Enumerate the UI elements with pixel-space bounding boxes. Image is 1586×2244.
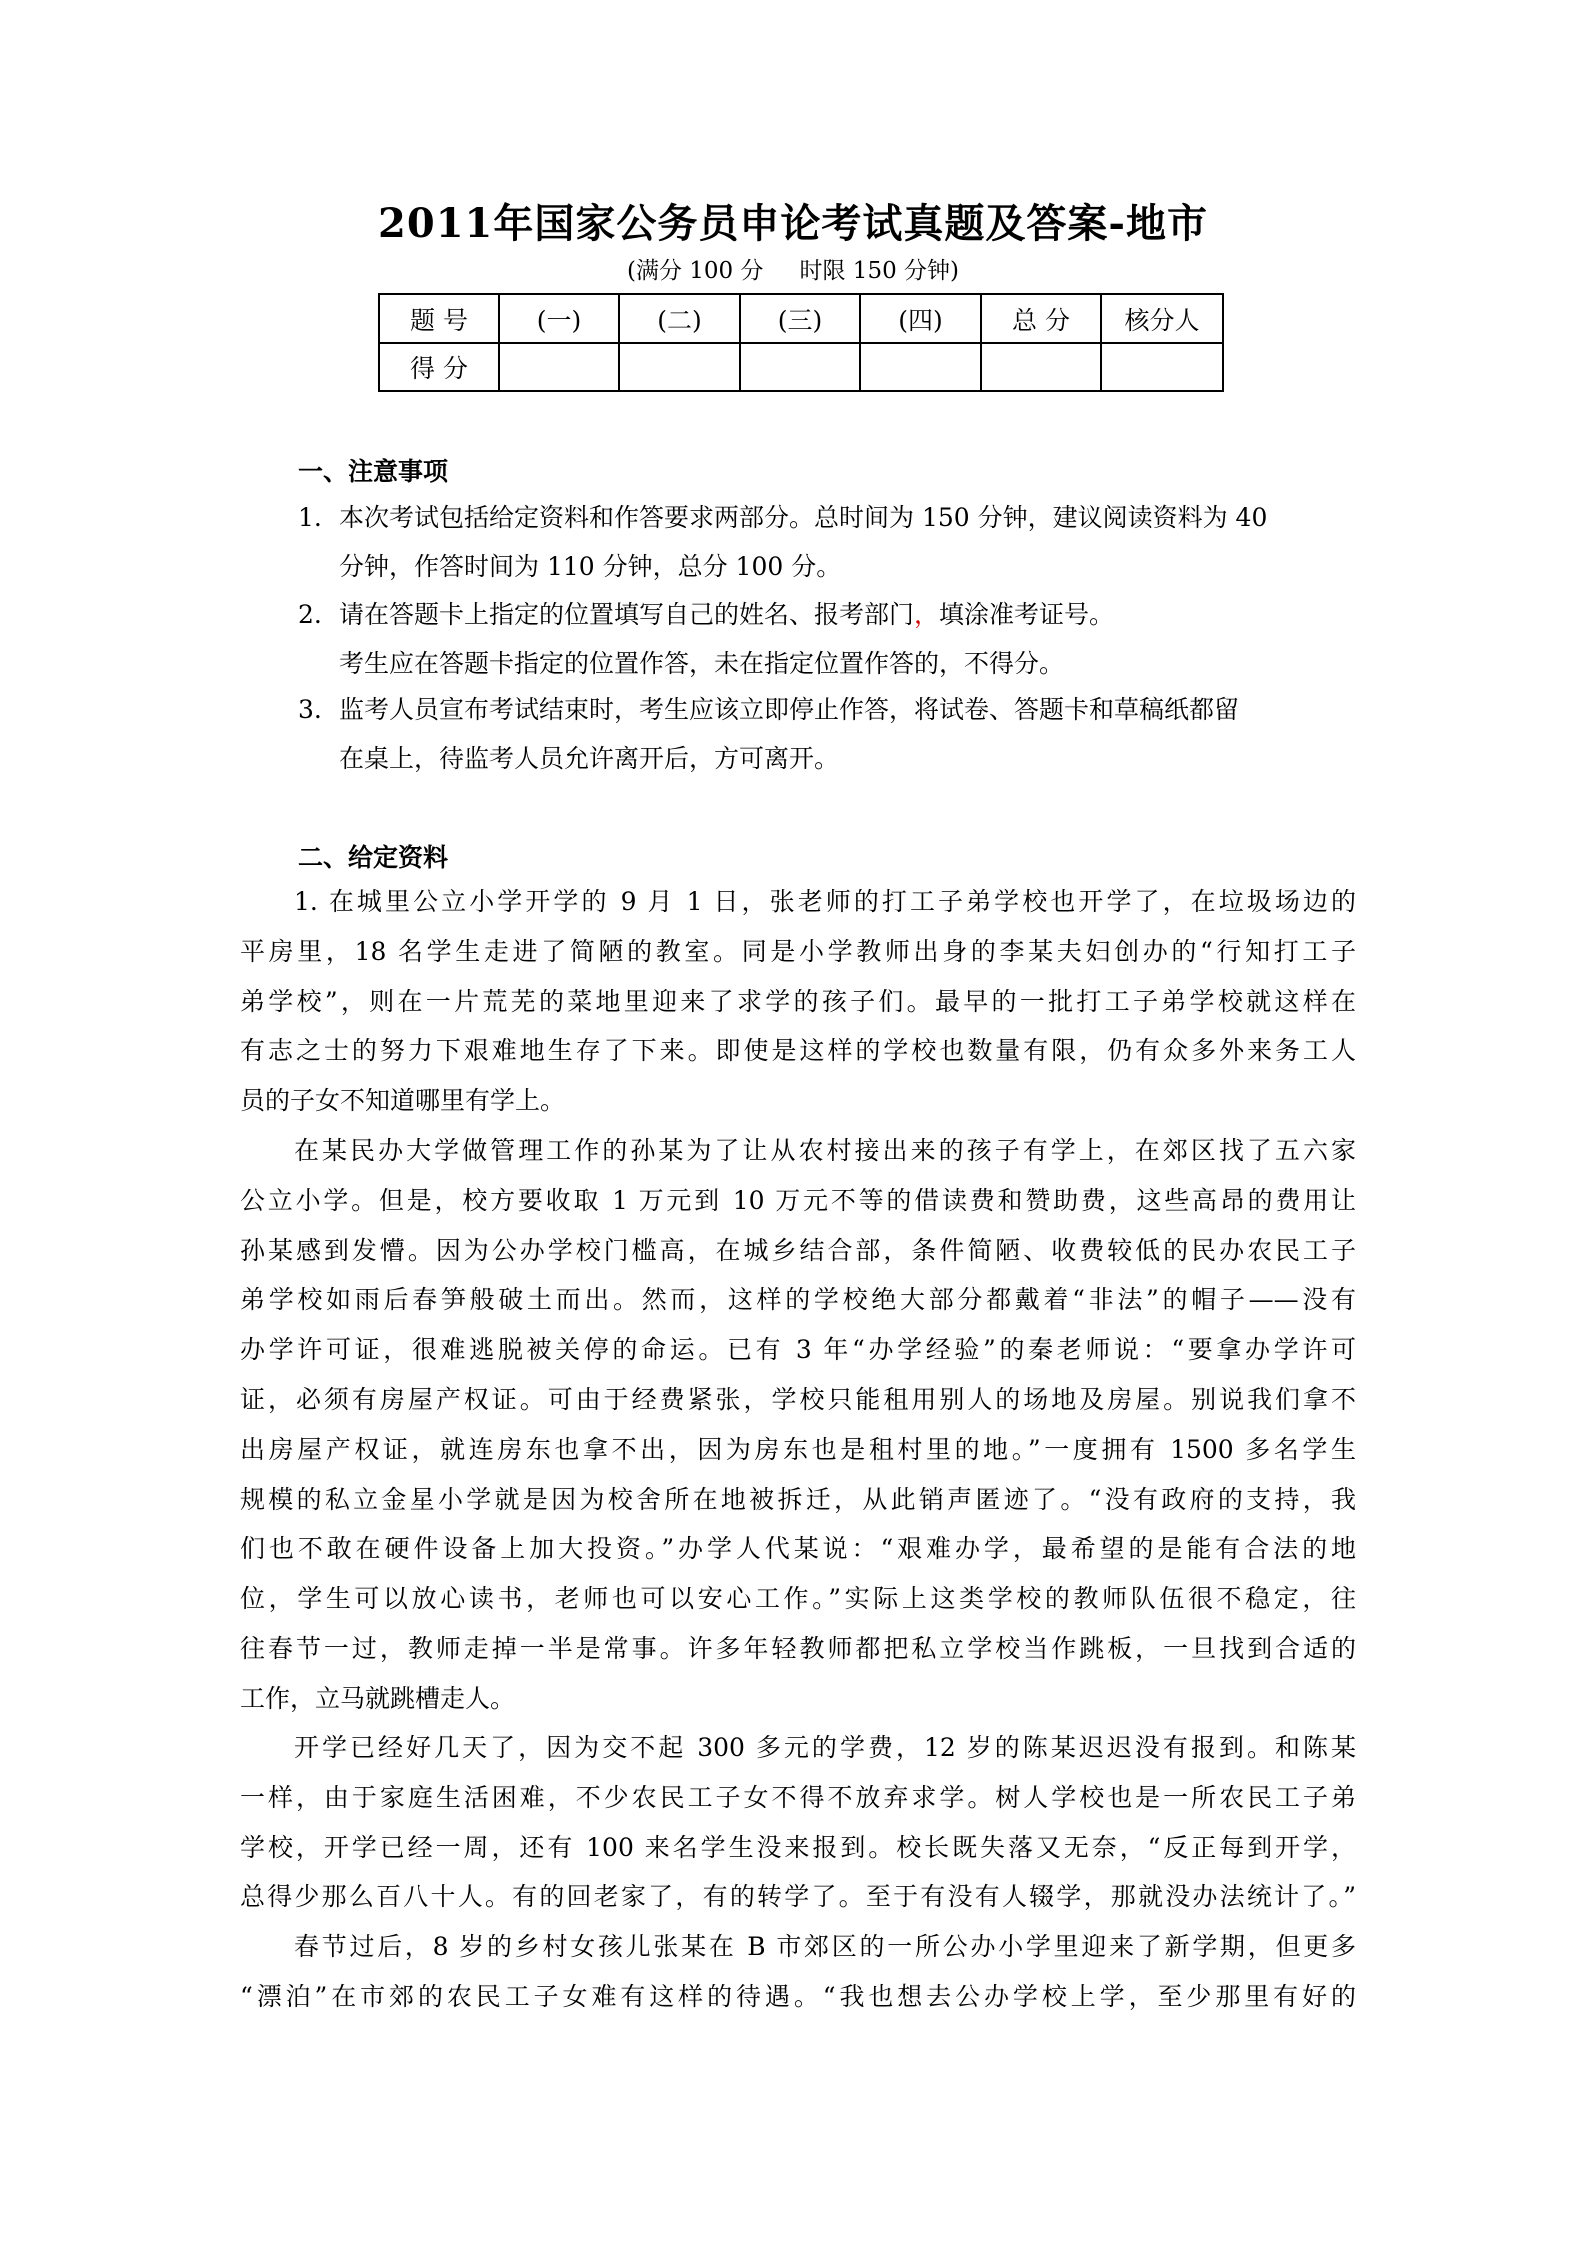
paragraph-line: 证，必须有房屋产权证。可由于经费紧张，学校只能租用别人的场地及房屋。别说我们拿不 <box>240 1384 1356 1414</box>
paragraph-line: 1. 在城里公立小学开学的 9 月 1 日，张老师的打工子弟学校也开学了，在垃圾场边的 <box>294 887 1356 916</box>
notice-line: 在桌上，待监考人员允许离开后，方可离开。 <box>339 744 840 773</box>
notice-number: 1. <box>298 503 322 532</box>
notice-item <box>298 590 1358 688</box>
paragraph-line: 开学已经好几天了，因为交不起 300 多元的学费，12 岁的陈某迟迟没有报到。和陈某 <box>294 1733 1356 1762</box>
notice-line: 监考人员宣布考试结束时，考生应该立即停止作答，将试卷、答题卡和草稿纸都留 <box>339 695 1240 724</box>
section-heading-materials: 二、给定资料 <box>298 843 449 872</box>
paragraph-line: 工作，立马就跳槽走人。 <box>240 1683 516 1713</box>
score-cell <box>619 343 740 391</box>
score-cell <box>1101 343 1223 391</box>
paragraph-line: 们也不敢在硬件设备上加大投资。”办学人代某说：“艰难办学，最希望的是能有合法的地 <box>240 1534 1356 1564</box>
paragraph-line: 学校，开学已经一周，还有 100 来名学生没来报到。校长既失落又无奈，“反正每到开学， <box>240 1832 1356 1862</box>
paragraph-line: 往春节一过，教师走掉一半是常事。许多年轻教师都把私立学校当作跳板，一旦找到合适的 <box>240 1633 1356 1663</box>
header-cell: 题 号 <box>379 294 499 343</box>
score-cell <box>860 343 981 391</box>
paragraph-line: 春节过后，8 岁的乡村女孩儿张某在 B 市郊区的一所公办小学里迎来了新学期，但更多 <box>294 1932 1356 1961</box>
paragraph-line: 弟学校”，则在一片荒芜的菜地里迎来了求学的孩子们。最早的一批打工子弟学校就这样在 <box>240 986 1356 1016</box>
notice-line: 本次考试包括给定资料和作答要求两部分。总时间为 150 分钟，建议阅读资料为 40 <box>339 503 1268 532</box>
header-cell: (一) <box>499 294 619 343</box>
score-table-header-row <box>379 294 1223 343</box>
score-table-score-row <box>379 343 1223 391</box>
header-cell: 核分人 <box>1101 294 1223 343</box>
exam-subtitle <box>0 252 1586 285</box>
score-cell <box>499 343 619 391</box>
paragraph-line: 在某民办大学做管理工作的孙某为了让从农村接出来的孩子有学上，在郊区找了五六家 <box>294 1136 1356 1165</box>
material-paragraph-4 <box>240 1922 1356 2022</box>
paragraph-line: 公立小学。但是，校方要收取 1 万元到 10 万元不等的借读费和赞助费，这些高昂的费用让 <box>240 1185 1356 1215</box>
notice-text: 请在答题卡上指定的位置填写自己的姓名、报考部门 <box>339 600 915 629</box>
document-title: 2011年国家公务员申论考试真题及答案-地市 <box>378 200 1208 247</box>
notice-line: 考生应在答题卡指定的位置作答，未在指定位置作答的，不得分。 <box>339 649 1065 678</box>
score-cell <box>740 343 860 391</box>
header-cell: (三) <box>740 294 860 343</box>
notice-item <box>298 685 1358 783</box>
paragraph-line: 规模的私立金星小学就是因为校舍所在地被拆迁，从此销声匿迹了。“没有政府的支持，我 <box>240 1484 1356 1514</box>
paragraph-line: 平房里，18 名学生走进了简陋的教室。同是小学教师出身的李某夫妇创办的“行知打工子 <box>240 936 1356 966</box>
header-cell: (二) <box>619 294 740 343</box>
notice-red-comma: ， <box>914 600 940 629</box>
paragraph-line: 总得少那么百八十人。有的回老家了，有的转学了。至于有没有人辍学，那就没办法统计了。” <box>240 1882 1356 1912</box>
notice-text: 填涂准考证号。 <box>939 600 1115 629</box>
paragraph-line: 办学许可证，很难逃脱被关停的命运。已有 3 年“办学经验”的秦老师说：“要拿办学许可 <box>240 1335 1356 1365</box>
notice-item <box>298 493 1358 591</box>
paragraph-line: 位，学生可以放心读书，老师也可以安心工作。”实际上这类学校的教师队伍很不稳定，往 <box>240 1584 1356 1614</box>
paragraph-line: “漂泊”在市郊的农民工子女难有这样的待遇。“我也想去公办学校上学，至少那里有好的 <box>240 1981 1356 2011</box>
paragraph-line: 一样，由于家庭生活困难，不少农民工子女不得不放弃求学。树人学校也是一所农民工子弟 <box>240 1782 1356 1812</box>
section-heading-notes: 一、注意事项 <box>298 457 449 486</box>
material-paragraph-1 <box>240 877 1356 1126</box>
paragraph-line: 出房屋产权证，就连房东也拿不出，因为房东也是租村里的地。”一度拥有 1500 多名学生 <box>240 1434 1356 1464</box>
header-cell: 总 分 <box>981 294 1101 343</box>
material-paragraph-3 <box>240 1723 1356 1922</box>
score-cell <box>981 343 1101 391</box>
notice-number: 2. <box>298 600 322 629</box>
full-score-text: (满分 100 分 <box>627 258 764 284</box>
score-row-label: 得 分 <box>379 343 499 391</box>
paragraph-line: 孙某感到发懵。因为公办学校门槛高，在城乡结合部，条件简陋、收费较低的民办农民工子 <box>240 1235 1356 1265</box>
material-paragraph-2 <box>240 1126 1356 1724</box>
paragraph-line: 员的子女不知道哪里有学上。 <box>240 1086 566 1116</box>
score-table <box>378 293 1224 392</box>
notice-number: 3. <box>298 695 322 724</box>
header-cell: (四) <box>860 294 981 343</box>
time-limit-text: 时限 150 分钟) <box>799 258 959 284</box>
paragraph-line: 弟学校如雨后春笋般破土而出。然而，这样的学校绝大部分都戴着“非法”的帽子——没有 <box>240 1285 1356 1315</box>
notice-line: 分钟，作答时间为 110 分钟，总分 100 分。 <box>339 552 842 581</box>
paragraph-line: 有志之士的努力下艰难地生存了下来。即使是这样的学校也数量有限，仍有众多外来务工人 <box>240 1036 1356 1066</box>
